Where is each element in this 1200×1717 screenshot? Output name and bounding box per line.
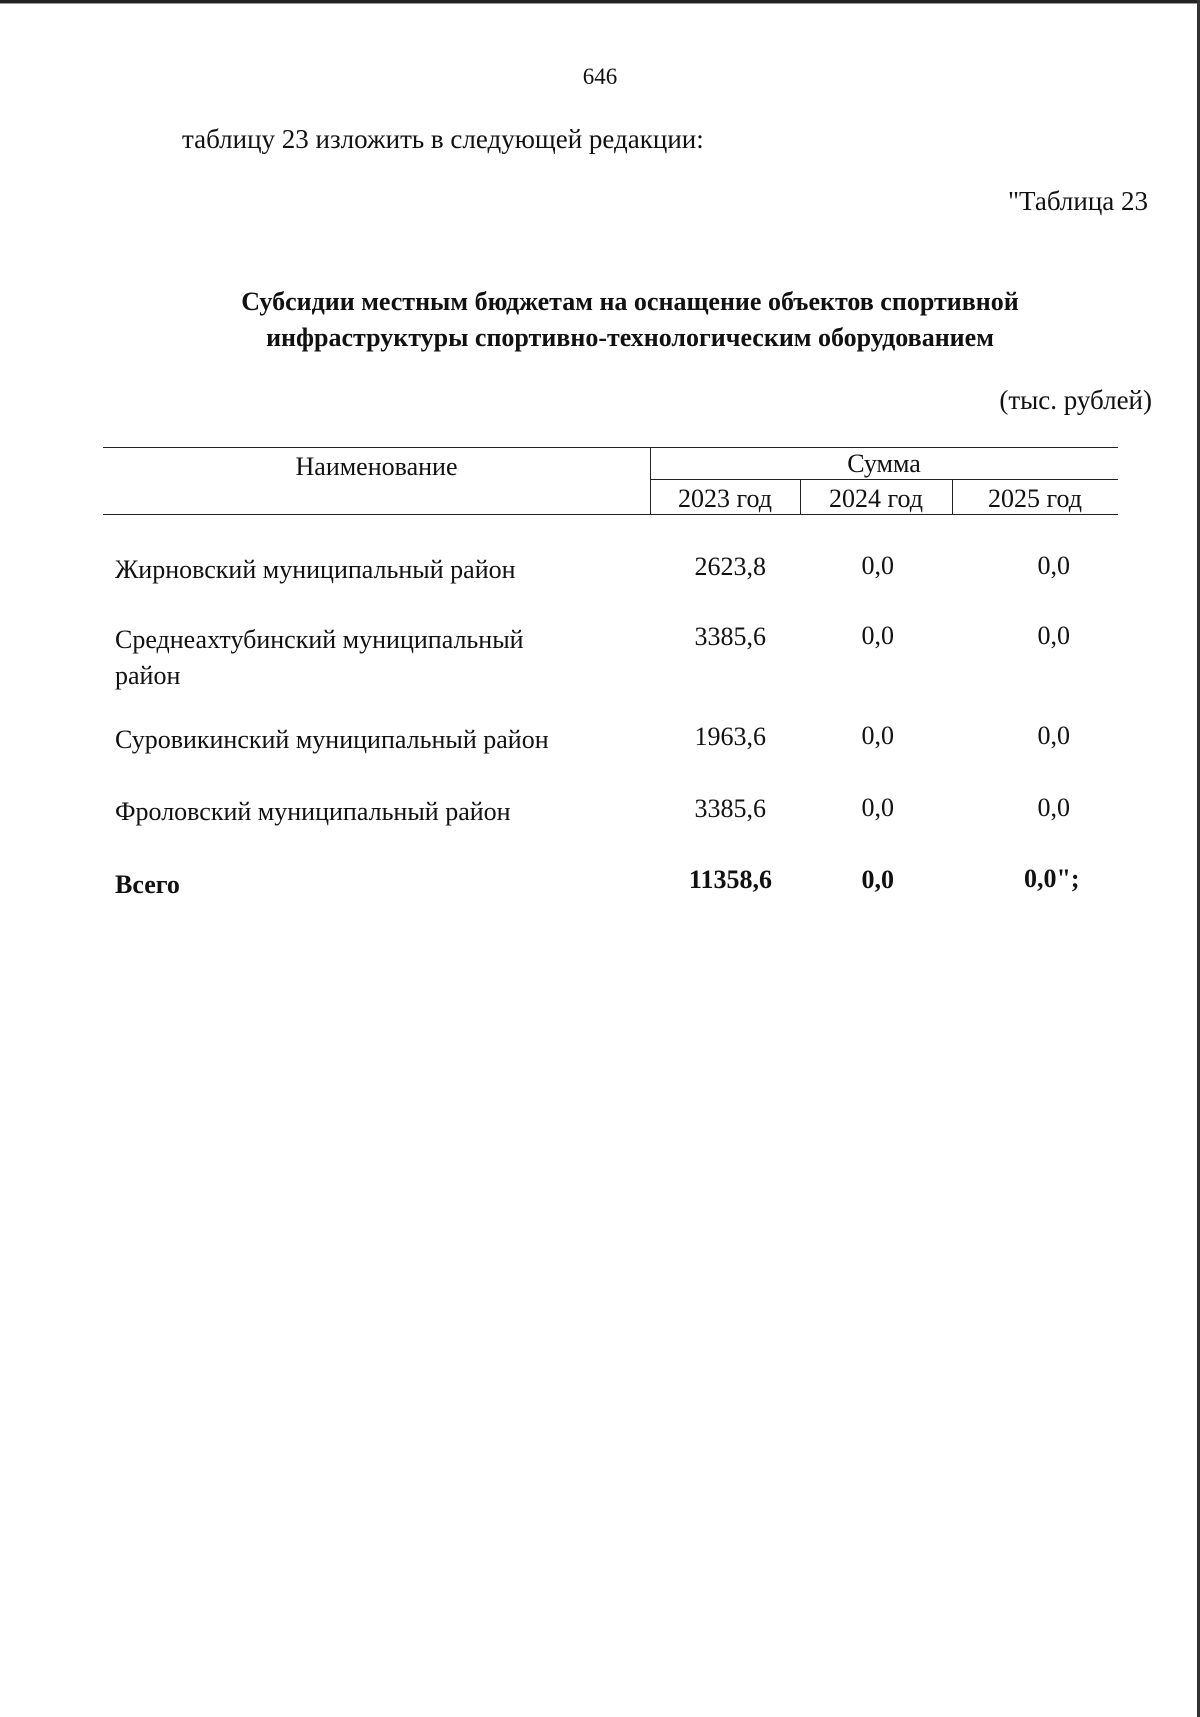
- row-name: Фроловский муниципальный район: [115, 797, 511, 826]
- header-year-2025: 2025 год: [988, 484, 1082, 513]
- heading-line-1: Субсидии местным бюджетам на оснащение объектов спортивной: [241, 287, 1019, 316]
- row-name-line-2: район: [115, 661, 181, 690]
- value-2025: 0,0: [1037, 551, 1070, 580]
- units-label: (тыс. рублей): [999, 385, 1152, 415]
- row-name: [115, 622, 595, 694]
- row-name: Жирновский муниципальный район: [115, 555, 516, 584]
- total-2023: 11358,6: [688, 865, 772, 894]
- header-year-2024: 2024 год: [829, 484, 923, 513]
- value-2023: 1963,6: [694, 722, 766, 751]
- value-2023: 2623,8: [694, 552, 766, 581]
- table-top-rule: [103, 447, 1118, 448]
- total-label: Всего: [115, 870, 180, 899]
- value-2024: 0,0: [861, 721, 894, 750]
- page-number: 646: [582, 64, 618, 89]
- table-heading: [180, 284, 1080, 356]
- value-2023: 3385,6: [694, 794, 766, 823]
- total-2025: 0,0";: [1024, 864, 1080, 893]
- value-2025: 0,0: [1037, 621, 1070, 650]
- header-year-2023: 2023 год: [678, 484, 772, 513]
- header-sum: Сумма: [847, 449, 921, 478]
- value-2024: 0,0: [861, 551, 894, 580]
- row-name: Суровикинский муниципальный район: [115, 725, 549, 754]
- scan-edge-top-light: [0, 3, 1200, 4]
- table-label: "Таблица 23: [1008, 186, 1148, 216]
- header-bottom-rule: [103, 514, 1118, 515]
- total-2024: 0,0: [861, 865, 894, 894]
- value-2023: 3385,6: [694, 622, 766, 651]
- heading-line-2: инфраструктуры спортивно-технологическим оборудованием: [266, 323, 994, 352]
- header-name: Наименование: [295, 452, 458, 481]
- value-2025: 0,0: [1037, 721, 1070, 750]
- value-2025: 0,0: [1037, 793, 1070, 822]
- sum-subrule: [650, 479, 1118, 480]
- row-name-line-1: Среднеахтубинский муниципальный: [115, 625, 524, 654]
- value-2024: 0,0: [861, 621, 894, 650]
- intro-text: таблицу 23 изложить в следующей редакции:: [182, 124, 704, 154]
- value-2024: 0,0: [861, 793, 894, 822]
